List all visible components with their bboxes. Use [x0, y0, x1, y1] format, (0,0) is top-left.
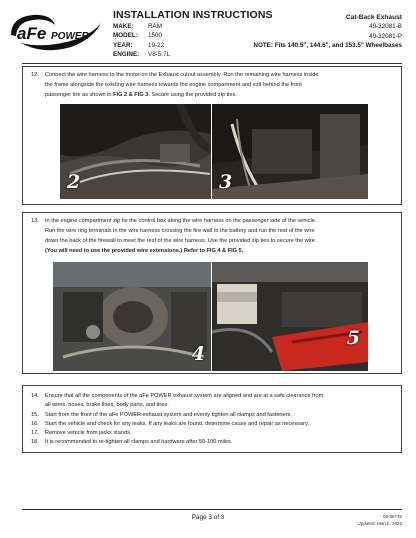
document-id: 06-86735 Updated: March, 2022: [357, 514, 402, 526]
figure-5-photo: [212, 262, 368, 371]
afe-power-logo: [7, 9, 103, 53]
list-item: 17. Remove vehicle from jacks stands.: [31, 430, 132, 437]
wheel-well-image: [60, 104, 211, 199]
list-item: 15. Start from the front of the aFe POWER exhaust system and evenly tighten all clamps and fasteners.: [31, 411, 292, 418]
step-12-section: [22, 66, 402, 205]
svg-text:aFe: aFe: [17, 24, 47, 43]
spec-year: YEAR: 19-22: [113, 41, 165, 49]
part-number: 49-32081-B: [369, 23, 402, 31]
figure-3-label: 3: [219, 171, 233, 193]
spec-make: MAKE: RAM: [113, 23, 162, 30]
fit-note: NOTE: Fits 140.5", 144.6", and 153.5" Wheelbases: [253, 41, 402, 49]
step-12-text: 12. Connect the wire harness to the motor on the Exhaust cutout assembly. Run the remaining wire harness inside the frame alongside the existing wire harness towards the engine compartment and exit behind the front passenger tire as shown in FIG 2 & FIG 3. Secure using the provided zip ties.: [31, 72, 319, 98]
svg-text:POWER: POWER: [51, 31, 89, 42]
page-title: INSTALLATION INSTRUCTIONS: [113, 9, 273, 21]
spec-engine: ENGINE: V8-5.7L: [113, 50, 171, 58]
page-number: Page 3 of 3: [191, 514, 225, 521]
figure-4-photo: [53, 262, 211, 371]
part-number: 49-32081-P: [369, 32, 402, 40]
figure-5-label: 5: [346, 327, 360, 349]
list-item: 16. Start the vehicle and check for any leaks. If any leaks are found, determine cause and repair as necessary.: [31, 420, 309, 427]
figure-3-photo: [212, 104, 368, 199]
spec-model: MODEL: 1500: [113, 32, 163, 40]
product-name: Cat-Back Exhaust: [345, 14, 402, 21]
list-item: 18. It is recommended to re-tighten all clamps and hardware after 50-100 miles.: [31, 439, 233, 446]
list-item: all wires, hoses, brake lines, body parts, and tires.: [45, 402, 169, 409]
footer-divider: [22, 509, 402, 510]
battery-area-image: [212, 262, 368, 371]
final-steps-section: [22, 385, 402, 453]
final-steps-list: [31, 392, 395, 448]
list-item: 14. Ensure that all the components of the aFe POWER exhaust system are aligned and are at a safe clearance from: [31, 393, 324, 399]
step-13-text: 13. In the engine compartment zip tie the control box along the wire harness on the passenger side of the vehicle. Run the wire ring terminals in the wire harness crossing the fire wall to the battery and run the rest of the wire down the back of the firewall to meet the rest of the wire harness. Use the provided zip ties to secure the wire. (You will need to use the provided wire extensions.) Refer to FIG 4 & FIG 5.: [31, 218, 317, 254]
engine-bay-image: [53, 262, 211, 371]
header-divider: [22, 63, 402, 64]
figure-4-label: 4: [191, 343, 205, 365]
figure-2-photo: [60, 104, 211, 199]
frame-harness-image: [212, 104, 368, 199]
vehicle-specs: [113, 22, 170, 59]
figure-2-label: 2: [67, 171, 81, 193]
product-info: [253, 13, 402, 50]
step-13-section: [22, 212, 402, 374]
